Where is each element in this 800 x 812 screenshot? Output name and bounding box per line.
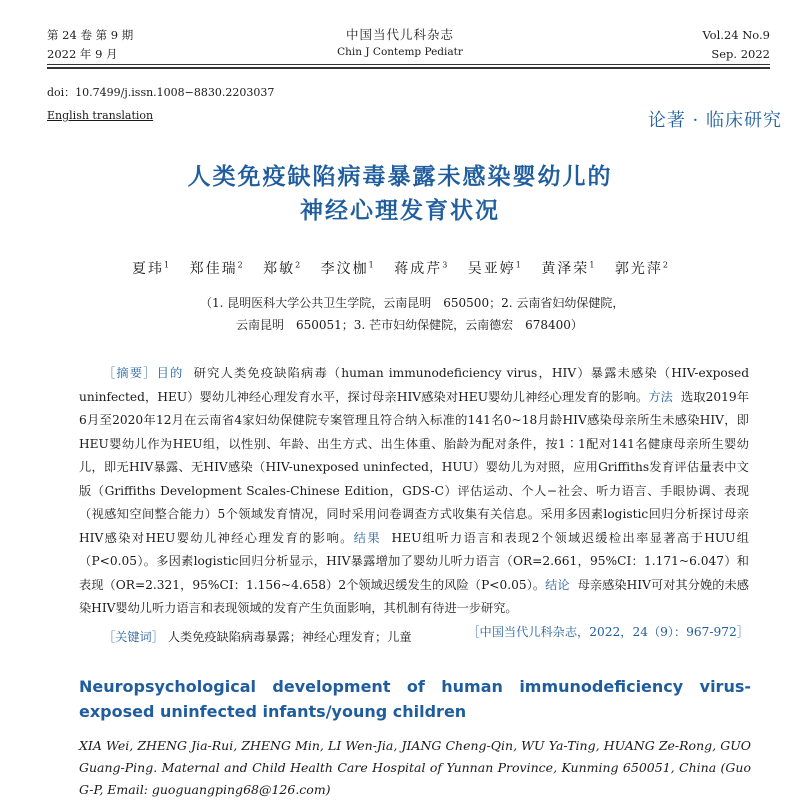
header-rule-thin bbox=[47, 64, 770, 65]
author-name: 蒋成芹 bbox=[394, 261, 443, 277]
author-name: 郑敏 bbox=[263, 261, 296, 277]
title-line-1: 人类免疫缺陷病毒暴露未感染婴幼儿的 bbox=[187, 163, 613, 190]
results-label: 结果 bbox=[353, 530, 381, 545]
citation: ［中国当代儿科杂志，2022，24（9）：967-972］ bbox=[467, 624, 749, 639]
author-name: 郑佳瑞 bbox=[189, 261, 238, 277]
conclusions-label: 结论 bbox=[545, 577, 570, 592]
author bbox=[190, 261, 243, 277]
date-cn: 2022 年 9 月 bbox=[47, 47, 118, 61]
objective-text: 研究人类免疫缺陷病毒（human immunodeficiency virus，HIV）暴露未感染（HIV-exposed uninfected，HEU）婴幼儿神经心理发育水平，探讨母亲HIV感染对HEU婴幼儿神经心理发育的影响。 bbox=[79, 366, 750, 404]
header-center bbox=[0, 26, 800, 60]
date-en: Sep. 2022 bbox=[711, 47, 770, 61]
author-affiliation-mark: 2 bbox=[662, 260, 668, 270]
keywords bbox=[103, 628, 412, 645]
conclusions-text: 母亲感染HIV可对其分娩的未感染HIV婴幼儿听力语言和表现领域的发育产生负面影响，其机制有待进一步研究。 bbox=[79, 577, 749, 615]
author bbox=[468, 261, 521, 277]
author-name: 郭光萍 bbox=[614, 261, 663, 277]
objective-label: 目的 bbox=[156, 366, 184, 380]
author bbox=[321, 261, 374, 277]
keywords-tag: ［关键词］ bbox=[103, 630, 164, 644]
header-right bbox=[702, 26, 770, 64]
abstract bbox=[79, 362, 749, 644]
methods-label: 方法 bbox=[648, 389, 673, 404]
journal-name-cn: 中国当代儿科杂志 bbox=[345, 27, 454, 42]
author-affiliation-mark: 1 bbox=[368, 260, 374, 270]
affiliation-line-1: （1. 昆明医科大学公共卫生学院，云南昆明 650500；2. 云南省妇幼保健院， bbox=[200, 296, 625, 310]
journal-name-en: Chin J Contemp Pediatr bbox=[337, 46, 463, 58]
methods-text: 选取2019年6月至2020年12月在云南省4家妇幼保健院专案管理且符合纳入标准的141名0~18月龄HIV感染母亲所生未感染HIV，即HEU婴幼儿作为HEU组，以性别、年龄、出生方式、出生体重、胎龄为配对条件，按1∶1配对141名健康母亲所生婴幼儿，即无HIV暴露、无HIV感染（HIV-unexposed uninfected，HUU）婴幼儿为对照，应用Griffiths发育评估量表中文版（Griffiths Development Scales-Chinese Edition，GDS-C）评估运动、个人−社会、听力语言、手眼协调、表现（视感知空间整合能力）5个领域发育情况，同时采用问卷调查方式收集有关信息。采用多因素logistic回归分析探讨母亲HIV感染对HEU婴幼儿神经心理发育的影响。 bbox=[79, 389, 750, 545]
column-label: 论著 · 临床研究 bbox=[647, 110, 782, 131]
author-name: 吴亚婷 bbox=[467, 261, 516, 277]
results-text: HEU组听力语言和表现2个领域迟缓检出率显著高于HUU组（P<0.05）。多因素logistic回归分析显示，HIV暴露增加了婴幼儿听力语言（OR=2.661，95%CI：1.171~6.047）和表现（OR=2.321，95%CI：1.156~4.658）2个领域迟缓发生的风险（P<0.05）。 bbox=[79, 530, 749, 592]
english-title: Neuropsychological development of human immunodeficiency virus-exposed uninfected infants/young children bbox=[79, 677, 751, 721]
abstract-tag: ［摘要］ bbox=[103, 366, 157, 380]
english-translation-link[interactable]: English translation bbox=[47, 109, 154, 122]
author-name: 李汶枷 bbox=[320, 261, 369, 277]
journal-header bbox=[0, 0, 800, 64]
author bbox=[394, 261, 447, 277]
doi: doi：10.7499/j.issn.1008−8830.2203037 bbox=[47, 86, 275, 99]
author-name: 黄泽荣 bbox=[541, 261, 590, 277]
title-line-2: 神经心理发育状况 bbox=[300, 197, 500, 224]
author-affiliation-mark: 1 bbox=[589, 260, 595, 270]
affiliations bbox=[200, 292, 624, 336]
author bbox=[615, 261, 668, 277]
author bbox=[263, 261, 300, 277]
volume-issue-en: Vol.24 No.9 bbox=[702, 28, 770, 42]
english-authors-affiliation: XIA Wei, ZHENG Jia-Rui, ZHENG Min, LI Wen-Jia, JIANG Cheng-Qin, WU Ya-Ting, HUANG Ze-Rong, GUO Guang-Ping. Maternal and Child Health Care Hospital of Yunnan Province, Kunming 650051, China (Guo G-P, Email: guoguangping68@126.com) bbox=[79, 738, 751, 797]
affiliation-line-2: 云南昆明 650051；3. 芒市妇幼保健院，云南德宏 678400） bbox=[236, 318, 583, 332]
article-title bbox=[0, 160, 800, 228]
header-rule-thick bbox=[47, 67, 770, 69]
author-affiliation-mark: 2 bbox=[237, 260, 243, 270]
keywords-text: 人类免疫缺陷病毒暴露；神经心理发育；儿童 bbox=[167, 630, 412, 644]
author bbox=[541, 261, 594, 277]
author bbox=[132, 261, 169, 277]
author-affiliation-mark: 1 bbox=[515, 260, 521, 270]
author-affiliation-mark: 1 bbox=[164, 260, 170, 270]
author-list bbox=[0, 258, 800, 278]
volume-issue-cn: 第 24 卷 第 9 期 bbox=[47, 28, 134, 42]
author-affiliation-mark: 3 bbox=[442, 260, 448, 270]
author-affiliation-mark: 2 bbox=[295, 260, 301, 270]
author-name: 夏玮 bbox=[132, 261, 165, 277]
